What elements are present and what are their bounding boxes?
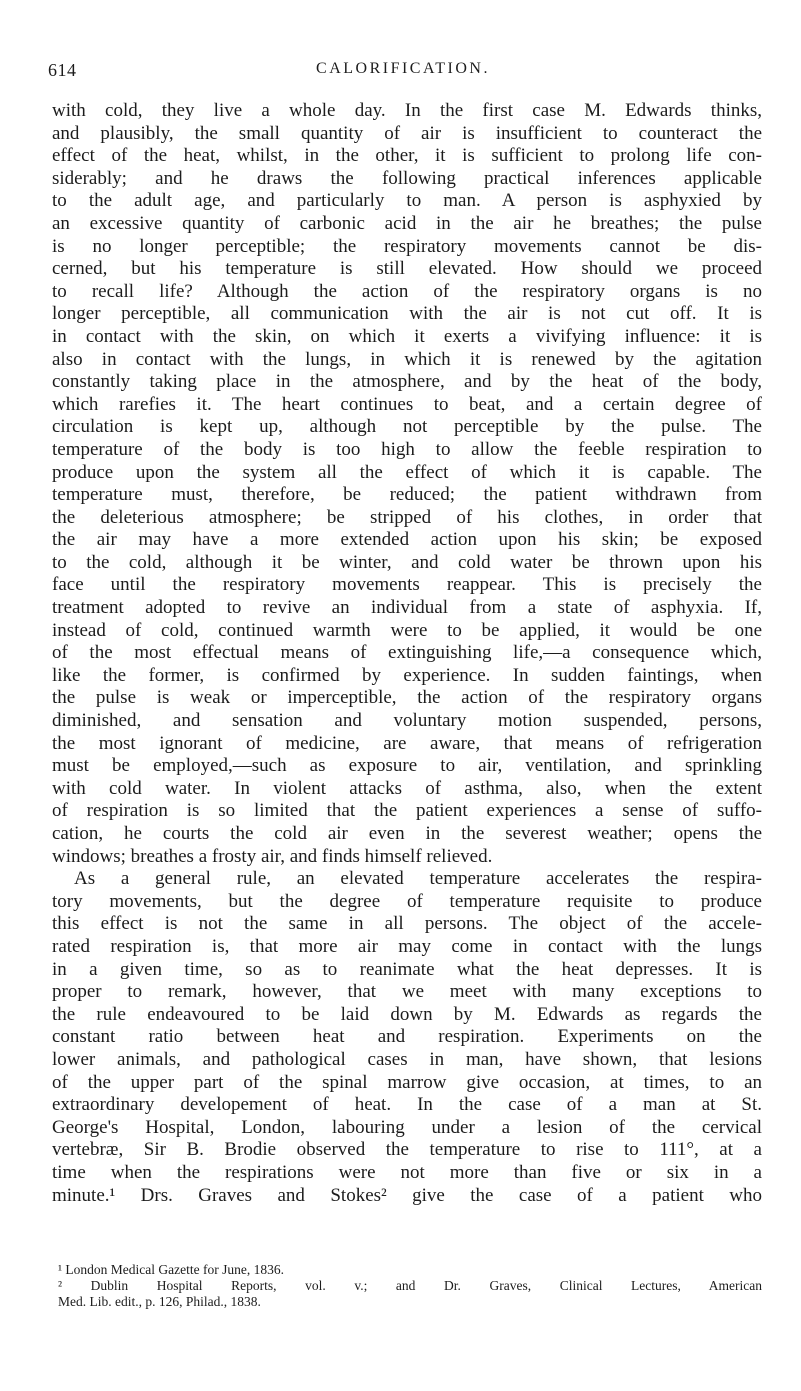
- text-line: extraordinary developement of heat. In the case of a man at St.: [52, 1094, 762, 1116]
- text-line: tory movements, but the degree of temperature requisite to produce: [52, 890, 762, 912]
- text-line: in a given time, so as to reanimate what the heat depresses. It is: [52, 958, 762, 980]
- page-number: 614: [48, 60, 77, 80]
- text-line: the pulse is weak or imperceptible, the action of the respiratory organs: [52, 687, 762, 709]
- text-line: cation, he courts the cold air even in the severest weather; opens the: [52, 823, 762, 844]
- text-line: George's Hospital, London, labouring under a lesion of the cervical: [52, 1116, 762, 1138]
- text-line: vertebræ, Sir B. Brodie observed the temperature to rise to 111°, at a: [52, 1139, 762, 1161]
- text-line: the air may have a more extended action upon his skin; be exposed: [52, 529, 762, 551]
- text-line: constant ratio between heat and respiration. Experiments on the: [52, 1026, 762, 1048]
- text-line: produce upon the system all the effect of which it is capable. The: [52, 461, 762, 483]
- text-line: also in contact with the lungs, in which it is renewed by the agitation: [52, 348, 762, 370]
- text-line: of the upper part of the spinal marrow give occasion, at times, to an: [52, 1071, 762, 1093]
- text-line: circulation is kept up, although not perceptible by the pulse. The: [52, 416, 762, 438]
- text-line: of respiration is so limited that the patient experiences a sense of suffo-: [52, 800, 762, 822]
- text-line: to the adult age, and particularly to man. A person is asphyxied by: [52, 190, 762, 212]
- text-line: lower animals, and pathological cases in man, have shown, that lesions: [52, 1048, 762, 1070]
- text-line: temperature must, therefore, be reduced; the patient withdrawn from: [52, 484, 762, 506]
- body-text: [52, 100, 762, 1207]
- footnote-2: ² Dublin Hospital Reports, vol. v.; and Dr. Graves, Clinical Lectures, American: [58, 1278, 762, 1293]
- text-line: and plausibly, the small quantity of air is insufficient to counteract the: [52, 122, 762, 144]
- text-line: like the former, is confirmed by experience. In sudden faintings, when: [52, 664, 762, 686]
- running-title: CALORIFICATION.: [316, 60, 490, 77]
- text-line: treatment adopted to revive an individual from a state of asphyxia. If,: [52, 597, 762, 619]
- text-line: with cold water. In violent attacks of asthma, also, when the extent: [52, 777, 762, 799]
- text-line: with cold, they live a whole day. In the first case M. Edwards thinks,: [52, 100, 762, 121]
- text-line: longer perceptible, all communication with the air is not cut off. It is: [52, 303, 762, 325]
- text-line: diminished, and sensation and voluntary motion suspended, persons,: [52, 710, 762, 732]
- paragraph: [52, 868, 762, 1207]
- footnote-2-continued: Med. Lib. edit., p. 126, Philad., 1838.: [58, 1294, 261, 1309]
- text-line: the most ignorant of medicine, are aware, that means of refrigeration: [52, 732, 762, 754]
- text-line: this effect is not the same in all persons. The object of the accele-: [52, 913, 762, 935]
- text-line: instead of cold, continued warmth were to be applied, it would be one: [52, 619, 762, 641]
- text-line: to the cold, although it be winter, and cold water be thrown upon his: [52, 551, 762, 573]
- text-line: an excessive quantity of carbonic acid in the air he breathes; the pulse: [52, 212, 762, 234]
- text-line: in contact with the skin, on which it exerts a vivifying influence: it is: [52, 325, 762, 347]
- text-line: cerned, but his temperature is still elevated. How should we proceed: [52, 258, 762, 280]
- paragraph: [52, 100, 762, 868]
- text-line: of the most effectual means of extinguishing life,—a consequence which,: [52, 642, 762, 664]
- text-line: proper to remark, however, that we meet with many exceptions to: [52, 981, 762, 1003]
- text-line: must be employed,—such as exposure to air, ventilation, and sprinkling: [52, 755, 762, 777]
- footnotes: [58, 1262, 762, 1310]
- text-line: to recall life? Although the action of the respiratory organs is no: [52, 280, 762, 302]
- text-line: rated respiration is, that more air may come in contact with the lungs: [52, 935, 762, 957]
- text-line: siderably; and he draws the following practical inferences applicable: [52, 167, 762, 189]
- text-line: windows; breathes a frosty air, and finds himself relieved.: [52, 845, 493, 867]
- text-line: the deleterious atmosphere; be stripped of his clothes, in order that: [52, 506, 762, 528]
- footnote-1: ¹ London Medical Gazette for June, 1836.: [58, 1262, 284, 1277]
- text-line: face until the respiratory movements reappear. This is precisely the: [52, 574, 762, 596]
- text-line: constantly taking place in the atmosphere, and by the heat of the body,: [52, 371, 762, 393]
- text-line: is no longer perceptible; the respiratory movements cannot be dis-: [52, 235, 762, 257]
- text-line: temperature of the body is too high to allow the feeble respiration to: [52, 438, 762, 460]
- text-line: minute.¹ Drs. Graves and Stokes² give the case of a patient who: [52, 1184, 762, 1206]
- text-line: which rarefies it. The heart continues to beat, and a certain degree of: [52, 393, 762, 415]
- text-line: effect of the heat, whilst, in the other, it is sufficient to prolong life con-: [52, 145, 762, 167]
- text-line: the rule endeavoured to be laid down by M. Edwards as regards the: [52, 1003, 762, 1025]
- text-line: time when the respirations were not more than five or six in a: [52, 1161, 762, 1183]
- text-line: As a general rule, an elevated temperature accelerates the respira-: [74, 868, 762, 890]
- running-head: [48, 60, 758, 84]
